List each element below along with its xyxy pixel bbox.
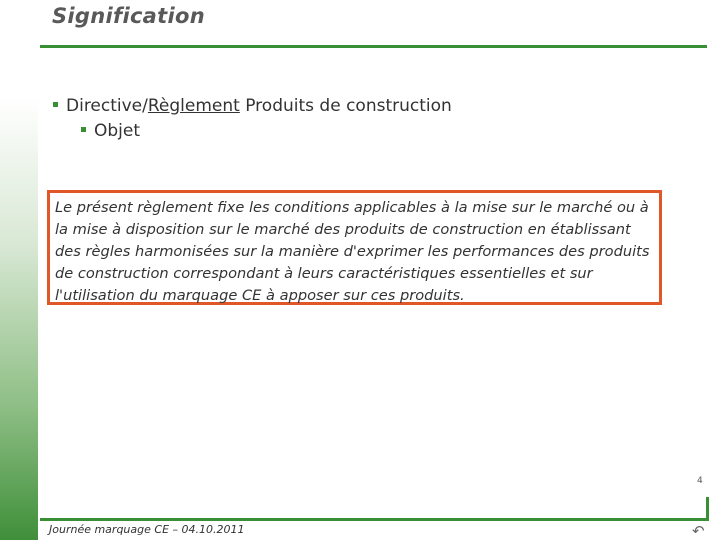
bullet-level1 xyxy=(53,96,452,116)
page-number: 4 xyxy=(697,476,703,486)
footer-divider xyxy=(40,518,709,521)
quote-box: Le présent règlement fixe les conditions applicables à la mise sur le marché ou à la mise à disposition sur le marché des produits de construction en établissant des règles harmonisées sur la manière d'exprimer les performances des produits de construction correspondant à leurs caractéristiques essentielles et sur l'utilisation du marquage CE à apposer sur ces produits. xyxy=(47,190,662,305)
slide-title: Signification xyxy=(52,4,205,28)
title-divider xyxy=(40,45,707,48)
bullet-level2-text: Objet xyxy=(94,121,141,141)
bullet-level1-text-b: Produits de construction xyxy=(239,96,452,116)
bullet-level1-text-underlined: Règlement xyxy=(147,96,240,116)
return-icon[interactable]: ↶ xyxy=(692,522,705,540)
bullet-level1-text-a: Directive/ xyxy=(66,96,148,116)
bullet-level2 xyxy=(81,121,140,141)
footer-text: Journée marquage CE – 04.10.2011 xyxy=(49,523,245,536)
bullet-square-icon xyxy=(81,127,86,132)
bullet-square-icon xyxy=(53,102,58,107)
side-gradient-bar xyxy=(0,0,38,540)
